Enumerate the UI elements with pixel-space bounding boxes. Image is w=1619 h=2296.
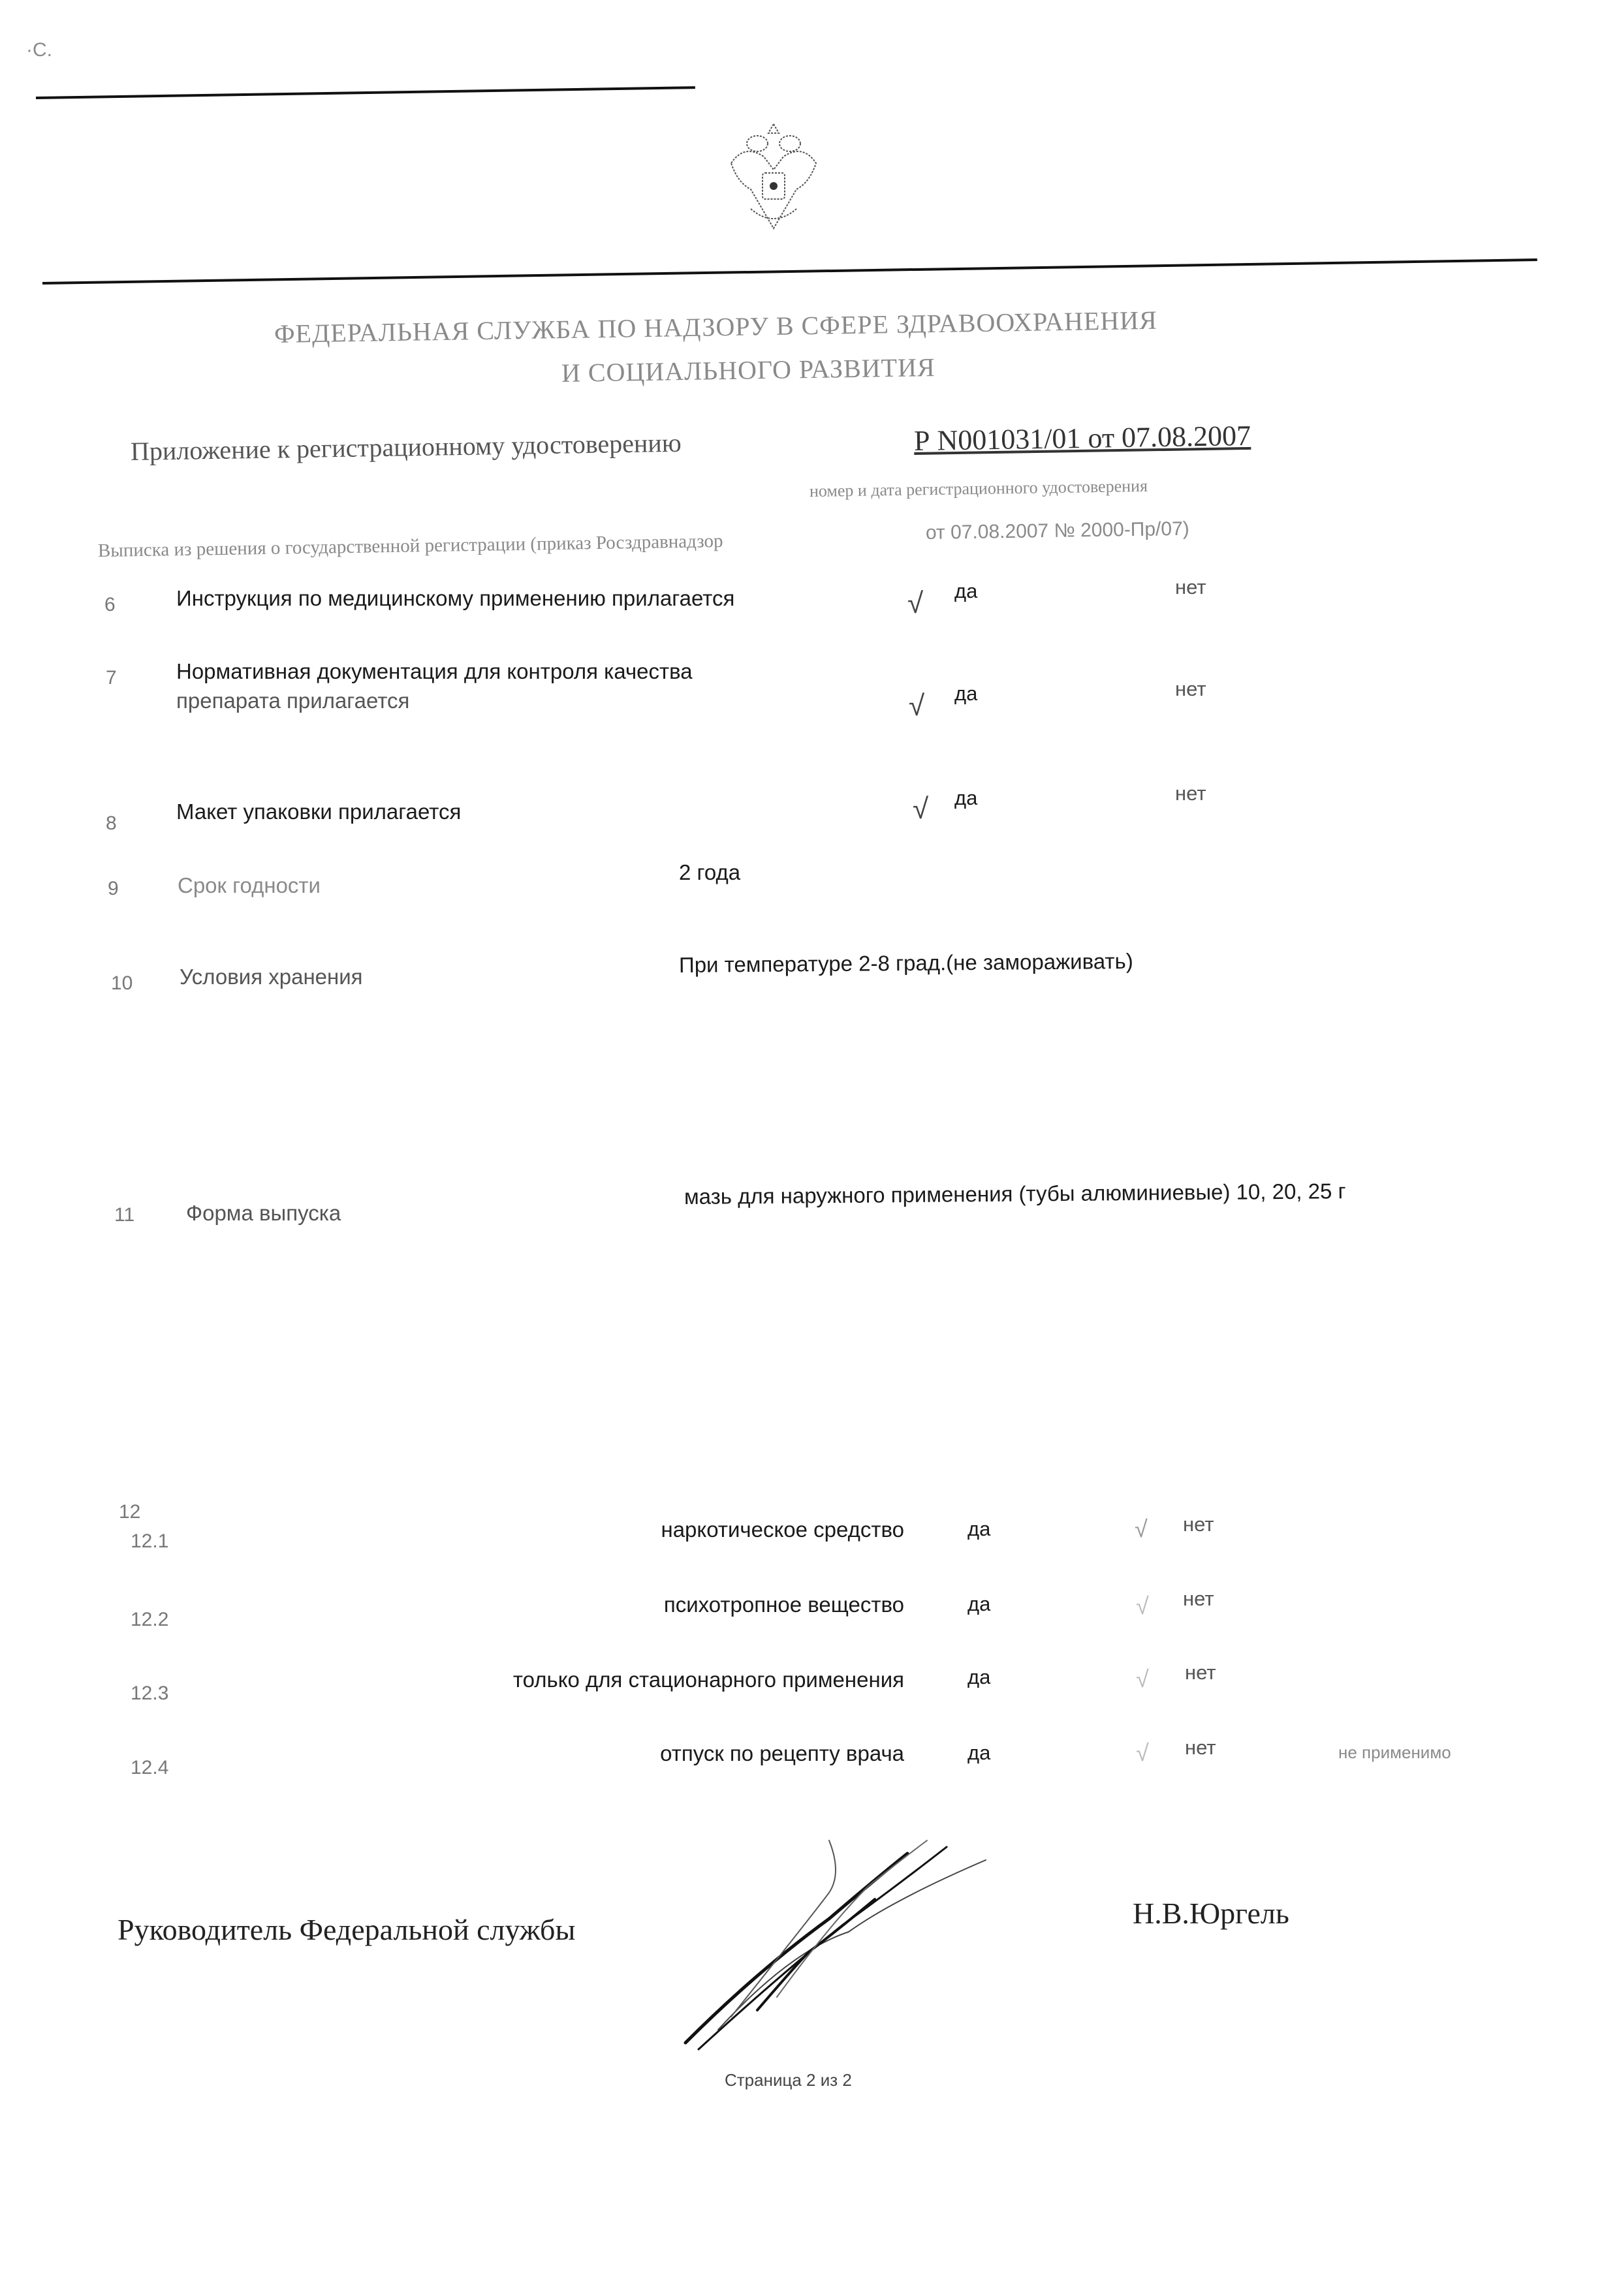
item-label: Форма выпуска xyxy=(186,1201,341,1225)
section-number: 12 xyxy=(119,1501,141,1523)
item-label: Нормативная документация для контроля качества xyxy=(176,659,693,683)
option-yes[interactable]: да xyxy=(954,786,978,809)
row-label: отпуск по рецепту врача xyxy=(660,1741,904,1765)
option-yes[interactable]: да xyxy=(967,1517,991,1540)
checkmark-icon: √ xyxy=(1136,1592,1149,1619)
option-yes[interactable]: да xyxy=(954,580,978,602)
option-yes[interactable]: да xyxy=(967,1741,991,1764)
option-yes[interactable]: да xyxy=(967,1592,991,1615)
item-number: 10 xyxy=(111,972,133,994)
option-no[interactable]: нет xyxy=(1183,1587,1214,1610)
option-no[interactable]: нет xyxy=(1185,1736,1216,1759)
item-value: При температуре 2-8 град.(не замораживать) xyxy=(678,948,1133,977)
signatory-title: Руководитель Федеральной службы xyxy=(118,1913,576,1946)
agency-header-line2: И СОЦИАЛЬНОГО РАЗВИТИЯ xyxy=(561,352,935,388)
checkmark-icon: √ xyxy=(1135,1515,1148,1542)
option-yes[interactable]: да xyxy=(954,682,978,705)
agency-header-line1: ФЕДЕРАЛЬНАЯ СЛУЖБА ПО НАДЗОРУ В СФЕРЕ ЗДРАВООХРАНЕНИЯ xyxy=(274,305,1158,349)
item-number: 11 xyxy=(114,1204,135,1226)
item-number: 8 xyxy=(106,813,117,834)
extract-reference: от 07.08.2007 № 2000-Пр/07) xyxy=(925,518,1189,544)
item-label: Условия хранения xyxy=(180,965,363,989)
appendix-label: Приложение к регистрационному удостоверению xyxy=(130,427,682,466)
row-label: только для стационарного применения xyxy=(512,1668,904,1692)
corner-mark: ·С. xyxy=(26,39,52,61)
item-number: 9 xyxy=(108,878,119,899)
row-number: 12.3 xyxy=(131,1683,169,1704)
checkmark-icon: √ xyxy=(913,793,929,825)
option-yes[interactable]: да xyxy=(967,1666,991,1688)
page-indicator: Страница 2 из 2 xyxy=(725,2070,852,2090)
signatory-name: Н.В.Юргель xyxy=(1133,1897,1289,1930)
row-number: 12.2 xyxy=(131,1609,169,1630)
option-not-applicable[interactable]: не применимо xyxy=(1338,1743,1451,1762)
registration-caption: номер и дата регистрационного удостоверения xyxy=(809,476,1148,501)
checkmark-icon: √ xyxy=(1136,1666,1149,1692)
header-rule xyxy=(42,258,1537,285)
option-no[interactable]: нет xyxy=(1183,1513,1214,1536)
item-label: Макет упаковки прилагается xyxy=(176,799,462,824)
option-no[interactable]: нет xyxy=(1175,576,1206,598)
checkmark-icon: √ xyxy=(907,587,924,619)
item-label: Инструкция по медицинскому применению прилагается xyxy=(176,586,735,610)
registration-number: Р N001031/01 от 07.08.2007 xyxy=(913,419,1251,457)
item-number: 6 xyxy=(104,594,116,615)
item-value: 2 года xyxy=(679,860,741,884)
row-number: 12.1 xyxy=(131,1530,169,1552)
option-no[interactable]: нет xyxy=(1185,1661,1216,1684)
signature-scribble xyxy=(679,1821,1136,2069)
extract-label: Выписка из решения о государственной регистрации (приказ Росздравнадзор xyxy=(97,530,723,561)
checkmark-icon: √ xyxy=(909,690,925,722)
item-label: Срок годности xyxy=(178,873,321,897)
row-label: наркотическое средство xyxy=(661,1517,904,1542)
top-rule xyxy=(36,86,695,99)
item-number: 7 xyxy=(106,667,117,689)
checkmark-icon: √ xyxy=(1136,1739,1149,1766)
option-no[interactable]: нет xyxy=(1175,782,1206,805)
option-no[interactable]: нет xyxy=(1175,677,1206,700)
row-label: психотропное вещество xyxy=(663,1592,904,1617)
item-value: мазь для наружного применения (тубы алюминиевые) 10, 20, 25 г xyxy=(684,1179,1346,1209)
item-label-continued: препарата прилагается xyxy=(176,689,410,713)
row-number: 12.4 xyxy=(131,1757,169,1778)
coat-of-arms-icon xyxy=(712,117,836,241)
